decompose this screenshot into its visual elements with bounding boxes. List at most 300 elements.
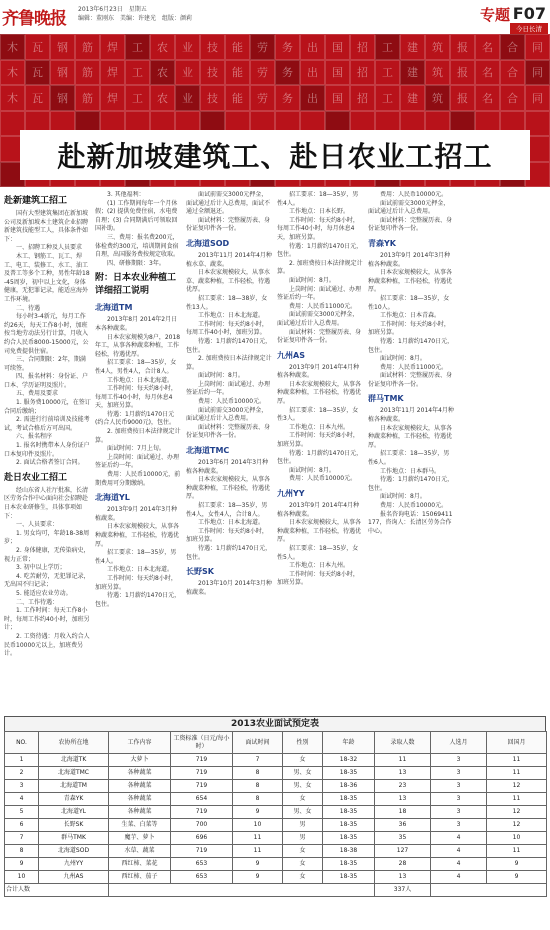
- table-cell: 北海道SOD: [39, 845, 109, 858]
- interview-schedule-table: [4, 716, 546, 926]
- paragraph: 2013年9月 2014年4月种植各种蔬菜。: [277, 502, 360, 518]
- banner-cell-char: 报: [457, 91, 468, 105]
- paragraph: 三、费用：报名费200元，体检费约300元，培训期间食宿自理，出国服务费按规定收取。: [95, 233, 180, 259]
- table-cell: 各种蔬菜: [109, 793, 171, 806]
- banner-cell-char: 名: [482, 91, 493, 105]
- table-cell: 18-32: [323, 754, 375, 767]
- banner-cell: [275, 85, 300, 111]
- table-cell: 18-35: [323, 832, 375, 845]
- table-cell: 719: [171, 845, 233, 858]
- column-header: 性别: [283, 732, 323, 754]
- banner-cell-char: 瓦: [32, 91, 43, 105]
- table-cell: 12: [487, 806, 547, 819]
- farm-heading: 青森YK: [368, 238, 396, 248]
- banner-cell-char: 合: [507, 66, 518, 80]
- section-heading: 赴新建筑工招工: [4, 196, 68, 206]
- paragraph: 面试材料：完整履历表、身份证复印件各一份。: [186, 216, 271, 233]
- paragraph: 费用：人民币10000元，前期费用可分期缴纳。: [95, 471, 181, 487]
- table-cell: 18-35: [323, 793, 375, 806]
- paragraph: 费用：人民币10000元。: [289, 475, 357, 483]
- headline-banner: [0, 34, 550, 187]
- table-cell: 719: [171, 754, 233, 767]
- banner-cell-char: 招: [357, 40, 368, 54]
- banner-cell: [375, 60, 400, 86]
- banner-cell: [425, 60, 450, 86]
- banner-cell: [175, 60, 200, 86]
- farm-heading: 北海道TM: [95, 303, 133, 313]
- paragraph: 上岗时间：面试通过、办理签证后约一年。: [95, 453, 180, 470]
- paragraph: 工作时间：每天约8小时，加班另算。: [186, 527, 268, 544]
- article-columns: [4, 191, 546, 713]
- table-cell: 9: [233, 871, 283, 884]
- banner-cell: [450, 34, 475, 60]
- paragraph: 2. 加班费按日本法律规定计算。: [95, 428, 181, 444]
- banner-cell-char: 木: [7, 40, 18, 54]
- section-subtitle: 今日长清: [510, 23, 548, 34]
- column-header: 工资标准（日元/每小时）: [171, 732, 233, 754]
- table-cell: 4: [431, 858, 487, 871]
- paragraph: 2013年9月 2014年3月种植蔬菜。: [95, 506, 178, 522]
- table-cell: 北海道TMC: [39, 767, 109, 780]
- banner-cell: [200, 85, 225, 111]
- banner-cell: [450, 85, 475, 111]
- paragraph: 招工要求：18—35岁，女性3人。: [277, 406, 359, 423]
- paragraph: 待遇：1月薪约1470日元，包住。: [277, 449, 363, 466]
- table-cell: 3: [431, 767, 487, 780]
- table-cell: 男、女: [283, 767, 323, 780]
- banner-cell-char: 技: [207, 40, 218, 54]
- paragraph: 工作地点：日本青森。: [380, 312, 441, 320]
- paragraph: 日本农家规模较大，从事各种蔬菜种植，工作轻松，待遇优厚。: [95, 523, 180, 548]
- article-column: [459, 191, 546, 713]
- table-cell: 4: [431, 832, 487, 845]
- table-cell: 男: [283, 819, 323, 832]
- paragraph: 日本农家规模较大，从事各种蔬菜种植，工作轻松，待遇优厚。: [186, 476, 271, 501]
- total-label: 合计人数: [5, 884, 109, 897]
- table-row: [5, 780, 547, 793]
- banner-cell: [525, 34, 550, 60]
- paragraph: 待遇：1月薪约1470日元，包住。: [368, 337, 454, 354]
- banner-cell: [500, 85, 525, 111]
- table-cell: 23: [375, 780, 431, 793]
- table-cell: 719: [171, 767, 233, 780]
- banner-cell-char: 钢: [57, 66, 68, 80]
- table-cell: 18-35: [323, 819, 375, 832]
- banner-cell-char: 焊: [107, 66, 118, 80]
- banner-cell: [475, 60, 500, 86]
- banner-cell-char: 农: [157, 40, 168, 54]
- appendix-heading: 附：日本农业种植工详细招工说明: [95, 273, 177, 297]
- paragraph: 待遇：1月薪约1470日元，包住。: [368, 476, 454, 492]
- banner-cell: [125, 60, 150, 86]
- paragraph: 四、研修期限：3年。: [107, 259, 165, 267]
- paragraph: 面试材料：完整履历表、身份证复印件各一份。: [277, 328, 362, 345]
- total-filler: [109, 884, 375, 897]
- table-cell: 各种蔬菜: [109, 806, 171, 819]
- table-cell: 11: [375, 754, 431, 767]
- table-cell: 654: [171, 793, 233, 806]
- page-header: [0, 0, 550, 34]
- paragraph: 待遇：1月薪约1470日元，包住。: [186, 544, 272, 561]
- table-cell: 8: [233, 767, 283, 780]
- paragraph: 待遇：1月薪约1470日元，包住。: [95, 592, 181, 608]
- paragraph: 日本农家规模较大，从事各种蔬菜种植，工作轻松，待遇优厚。: [368, 269, 453, 294]
- banner-cell-char: 筋: [82, 91, 93, 105]
- banner-cell-char: 劳: [257, 66, 268, 80]
- paragraph: 一、人员要求：: [16, 521, 59, 529]
- banner-cell-char: 名: [482, 40, 493, 54]
- paragraph: 2. 工资待遇：月收入约合人民币10000元以上，加班费另计。: [4, 632, 90, 658]
- paragraph: 1. 服务费10000元，在签订合同后缴纳；: [4, 399, 91, 415]
- paragraph: 二、待遇: [16, 304, 41, 312]
- banner-cell: [325, 60, 350, 86]
- paragraph: 待遇：1月薪约1470日元，包住。: [186, 337, 272, 354]
- paragraph: 工作地点：日本长野。: [289, 208, 350, 216]
- paragraph: 面试时间：7月上旬。: [107, 445, 165, 453]
- column-header: 录取人数: [375, 732, 431, 754]
- table-cell: 2: [5, 767, 39, 780]
- article-column: [95, 191, 182, 713]
- table-cell: 18: [375, 806, 431, 819]
- table-cell: 5: [5, 806, 39, 819]
- banner-cell-char: 务: [282, 40, 293, 54]
- banner-cell: [25, 60, 50, 86]
- paragraph: 工作时间：每天约8小时，加班另算。: [95, 574, 177, 591]
- table-cell: 8: [5, 845, 39, 858]
- banner-cell: [100, 34, 125, 60]
- banner-cell-char: 木: [7, 66, 18, 80]
- banner-cell: [525, 85, 550, 111]
- table-row: [5, 806, 547, 819]
- table-cell: 4: [431, 871, 487, 884]
- column-header: 年龄: [323, 732, 375, 754]
- paragraph: 招工要求：18—38岁，女性13人。: [186, 294, 268, 311]
- banner-cell: [75, 85, 100, 111]
- paragraph: 工作时间：每天约8小时，每周工作40小时，每月休息4天，加班另算。: [277, 216, 359, 241]
- paragraph: 2013年11月 2014年4月种植水草、蔬菜。: [186, 251, 272, 268]
- table-cell: 9: [487, 871, 547, 884]
- table-cell: 13: [375, 767, 431, 780]
- paragraph: 上岗时间：面试通过、办理签证后约一年。: [277, 285, 362, 302]
- table-cell: 653: [171, 858, 233, 871]
- paragraph: 招工要求：18—35岁，女性5人。: [277, 544, 359, 561]
- table-cell: 男、女: [283, 780, 323, 793]
- table-cell: 18-38: [323, 845, 375, 858]
- banner-cell-char: 招: [357, 91, 368, 105]
- table-cell: 10: [233, 819, 283, 832]
- banner-cell: [300, 60, 325, 86]
- paragraph: 二、工作待遇：: [16, 598, 59, 606]
- table-cell: 11: [487, 754, 547, 767]
- table-cell: 女: [283, 845, 323, 858]
- paragraph: 面试前需交3000元押金，面试通过后计入总费用。: [368, 199, 450, 216]
- headline: 赴新加坡建筑工、赴日农业工招工: [57, 140, 493, 173]
- table-cell: 各种蔬菜: [109, 767, 171, 780]
- paragraph: 费用：人民币10000元。: [380, 191, 448, 198]
- total-value: 337人: [375, 884, 431, 897]
- table-cell: 700: [171, 819, 233, 832]
- banner-cell: [300, 85, 325, 111]
- table-cell: 11: [487, 793, 547, 806]
- table-row: [5, 858, 547, 871]
- banner-cell: [175, 85, 200, 111]
- paragraph: 工作地点：日本九州。: [289, 423, 350, 431]
- farm-heading: 北海道YL: [95, 493, 130, 503]
- table-cell: 36: [375, 819, 431, 832]
- table-cell: 696: [171, 832, 233, 845]
- table-row: [5, 845, 547, 858]
- banner-cell: [375, 34, 400, 60]
- paragraph: 2. 需进行行前培训及技能考试，考试合格后方可出国。: [4, 416, 90, 432]
- banner-cell-char: 建: [407, 40, 418, 54]
- paragraph: 招工要求：18—35岁，男性6人。: [368, 450, 450, 467]
- date-line: 2013年6月23日 星期五: [78, 6, 147, 13]
- banner-cell: [150, 85, 175, 111]
- banner-cell: [450, 60, 475, 86]
- paragraph: 工作地点：日本北海道。: [198, 312, 265, 320]
- section-title: 专题: [479, 6, 510, 24]
- table-cell: 西红柿、菜花: [109, 858, 171, 871]
- table-cell: 女: [283, 793, 323, 806]
- banner-cell: [475, 34, 500, 60]
- paragraph: 木工、钢筋工、瓦工、焊工、电工、装修工、水工、油工及普工等多个工种，男性年龄18-45周岁，初中以上文化，身体健康，无犯罪记录，能适应海外工作环境。: [4, 252, 90, 303]
- banner-cell: [75, 60, 100, 86]
- table-cell: 6: [5, 819, 39, 832]
- banner-cell: [350, 34, 375, 60]
- banner-cell-char: 出: [307, 91, 318, 105]
- banner-cell-char: 业: [182, 91, 193, 105]
- table-cell: 3: [431, 754, 487, 767]
- paragraph: 面试前需交3000元押金，面试通过后计入总费用。: [277, 311, 359, 327]
- paragraph: 国有大型建筑集团在新加坡公司及新加坡本土建筑企业招聘新建筑技能型工人，具体条件如下：: [4, 210, 89, 243]
- paragraph: 3. 其他福利：: [107, 191, 145, 198]
- table-cell: 女: [283, 858, 323, 871]
- column-header: 人选月: [431, 732, 487, 754]
- table-cell: 3: [431, 793, 487, 806]
- paragraph: 2013年9月 2014年4月种植各种蔬菜。: [277, 363, 360, 380]
- banner-cell-char: 业: [182, 66, 193, 80]
- banner-cell: [475, 85, 500, 111]
- paragraph: 面试时间：8月。: [380, 493, 426, 501]
- table-cell: 9: [5, 858, 39, 871]
- paragraph: 工作地点：日本北海道。: [198, 519, 265, 527]
- banner-cell: [275, 60, 300, 86]
- banner-cell-char: 工: [132, 66, 143, 80]
- paragraph: 面试时间：8月。: [198, 372, 244, 380]
- paragraph: 费用：人民币11000元。: [289, 302, 357, 310]
- banner-cell-char: 工: [132, 91, 143, 105]
- table-cell: 青森YK: [39, 793, 109, 806]
- banner-cell-char: 建: [407, 66, 418, 80]
- paragraph: 1. 工作时间：每天工作8小时，每周工作约40小时，加班另计；: [4, 607, 90, 632]
- paragraph: 一、招聘工种及人员要求: [16, 244, 83, 252]
- table-cell: 11: [487, 845, 547, 858]
- paragraph: 工作时间：每天约8小时，每周工作40小时，每月休息4天，加班另算。: [95, 385, 177, 410]
- paragraph: 待遇：1月薪约1470日元，包住。: [277, 242, 363, 259]
- banner-cell: [125, 34, 150, 60]
- table-cell: 1: [5, 754, 39, 767]
- banner-cell-char: 技: [207, 91, 218, 105]
- farm-heading: 九州YY: [277, 489, 305, 498]
- table-cell: 653: [171, 871, 233, 884]
- column-header: 回国月: [487, 732, 547, 754]
- paragraph: 工作地点：日本北海道。: [107, 376, 174, 384]
- banner-cell-char: 出: [307, 66, 318, 80]
- paragraph: 工作时间：每天约8小时，加班另算。: [368, 320, 450, 337]
- banner-cell: [425, 85, 450, 111]
- table-cell: 35: [375, 832, 431, 845]
- page-number: F07: [512, 4, 546, 23]
- table-row: [5, 871, 547, 884]
- banner-cell-char: 能: [232, 40, 243, 54]
- table-cell: 11: [487, 767, 547, 780]
- paragraph: 招工要求：18—35岁，男性4人。: [277, 191, 359, 207]
- table-cell: 北海道TM: [39, 780, 109, 793]
- schedule-table: [4, 731, 547, 897]
- paragraph: 四、报名材料：身份证、户口本、学历证明及照片。: [4, 373, 89, 389]
- banner-cell-char: 务: [282, 66, 293, 80]
- paragraph: 3. 初中以上学历；: [16, 564, 66, 572]
- table-cell: 8: [233, 780, 283, 793]
- paragraph: 五、费用及要求: [16, 390, 59, 398]
- paragraph: 招工要求：18—35岁，男性4人，女性4人，合计8人。: [186, 502, 268, 518]
- banner-cell: [50, 85, 75, 111]
- banner-cell-char: 务: [282, 91, 293, 105]
- table-cell: 9: [233, 806, 283, 819]
- paragraph: (1) 工作期间每年一个月休假；(2) 提供免费住宿，水电费自理；(3) 合同期满后可领取回国补助。: [95, 199, 178, 233]
- table-cell: 7: [233, 754, 283, 767]
- paragraph: 2. 加班费按日本法律规定计算。: [277, 259, 363, 276]
- banner-cell-char: 筋: [82, 40, 93, 54]
- banner-cell-char: 合: [507, 40, 518, 54]
- table-cell: 魔芋、萝卜: [109, 832, 171, 845]
- banner-cell-char: 业: [182, 40, 193, 54]
- banner-cell-char: 钢: [57, 91, 68, 105]
- column-header: 面试时间: [233, 732, 283, 754]
- column-header: 农协所在地: [39, 732, 109, 754]
- table-header-row: [5, 732, 547, 754]
- banner-cell: [225, 85, 250, 111]
- banner-cell-char: 瓦: [32, 40, 43, 54]
- banner-cell: [200, 60, 225, 86]
- banner-cell: [250, 60, 275, 86]
- table-cell: 18-36: [323, 780, 375, 793]
- banner-cell: [150, 60, 175, 86]
- table-cell: 9: [487, 858, 547, 871]
- banner-cell-char: 国: [332, 91, 343, 105]
- table-cell: 8: [233, 793, 283, 806]
- paragraph: 工作地点：日本九州。: [289, 562, 350, 570]
- article-column: [186, 191, 273, 713]
- banner-cell: [400, 60, 425, 86]
- banner-cell-char: 筑: [432, 40, 443, 54]
- farm-heading: 九州AS: [277, 350, 305, 360]
- banner-cell-char: 工: [132, 40, 143, 54]
- paragraph: 招工要求：18—35岁，女性4人，男性4人，合计8人。: [95, 359, 177, 375]
- paragraph: 面试前需交3000元押金，面试通过后计入总费用，面试不通过全额退还。: [186, 191, 271, 216]
- banner-cell-char: 招: [357, 66, 368, 80]
- banner-cell: [0, 34, 25, 60]
- banner-cell: [125, 85, 150, 111]
- paragraph: 2013年6月 2014年3月种植各种蔬菜。: [186, 459, 269, 475]
- table-cell: 北海道TK: [39, 754, 109, 767]
- table-row: [5, 793, 547, 806]
- table-cell: 11: [233, 832, 283, 845]
- table-cell: 水草、蔬菜: [109, 845, 171, 858]
- table-cell: 4: [431, 845, 487, 858]
- table-cell: 北海道YL: [39, 806, 109, 819]
- banner-cell: [500, 60, 525, 86]
- banner-cell: [350, 60, 375, 86]
- paragraph: 2. 加班费按日本法律规定计算。: [186, 355, 272, 371]
- total-filler: [431, 884, 547, 897]
- banner-cell: [75, 34, 100, 60]
- table-cell: 男、女: [283, 806, 323, 819]
- table-cell: 18-35: [323, 871, 375, 884]
- banner-cell: [50, 60, 75, 86]
- paragraph: 面试材料：完整履历表、身份证复印件各一份。: [368, 372, 453, 388]
- banner-cell: [525, 60, 550, 86]
- table-cell: 3: [431, 780, 487, 793]
- banner-cell-char: 焊: [107, 91, 118, 105]
- banner-cell: [225, 60, 250, 86]
- paragraph: 面试时间：8月。: [380, 355, 426, 363]
- paragraph: 2. 面试合格者签订合同。: [16, 459, 84, 467]
- banner-cell-char: 能: [232, 66, 243, 80]
- table-cell: 18-35: [323, 767, 375, 780]
- banner-cell-char: 劳: [257, 40, 268, 54]
- table-cell: 九州YY: [39, 858, 109, 871]
- farm-heading: 群马TMK: [368, 394, 404, 404]
- banner-cell-char: 筋: [82, 66, 93, 80]
- table-row: [5, 767, 547, 780]
- banner-cell-char: 合: [507, 91, 518, 105]
- banner-cell-char: 同: [532, 91, 543, 105]
- banner-cell: [100, 85, 125, 111]
- table-row: [5, 819, 547, 832]
- paragraph: 招工要求：18—35岁，男性4人。: [95, 549, 177, 565]
- banner-cell-char: 钢: [57, 40, 68, 54]
- banner-cell-char: 出: [307, 40, 318, 54]
- table-cell: 群马TMK: [39, 832, 109, 845]
- paragraph: 日本农家规模较大，从事各种蔬菜种植，工作轻松，待遇优厚。: [277, 519, 362, 544]
- table-cell: 127: [375, 845, 431, 858]
- banner-cell-char: 建: [407, 91, 418, 105]
- paragraph: 日本农家规模较大，从事各种蔬菜种植，工作轻松，待遇优厚。: [368, 424, 453, 449]
- paragraph: 费用：人民币10000元。: [380, 502, 448, 509]
- banner-cell: [300, 34, 325, 60]
- table-cell: 大萝卜: [109, 754, 171, 767]
- farm-heading: 北海道TMC: [186, 446, 230, 456]
- paragraph: 费用：人民币10000元。: [198, 398, 266, 406]
- paragraph: 工作时间：每天约8小时，加班另算。: [277, 432, 359, 449]
- paragraph: 三、合同期限：2年，期满可续签。: [4, 356, 86, 372]
- table-cell: 九州AS: [39, 871, 109, 884]
- table-cell: 4: [5, 793, 39, 806]
- banner-cell: [325, 34, 350, 60]
- table-cell: 长野SK: [39, 819, 109, 832]
- table-cell: 13: [375, 793, 431, 806]
- paragraph: 日本农家规模较大，从事水草、蔬菜种植，工作轻松，待遇优厚。: [186, 269, 271, 294]
- banner-cell: [325, 85, 350, 111]
- banner-cell: [25, 34, 50, 60]
- paragraph: 日本农家规模较大，从事各种蔬菜种植，工作轻松，待遇优厚。: [277, 380, 362, 406]
- table-cell: 28: [375, 858, 431, 871]
- banner-cell-char: 报: [457, 40, 468, 54]
- paragraph: 2013年9月 2014年3月种植各种蔬菜。: [368, 251, 451, 268]
- section-heading: 赴日农业工招工: [4, 472, 68, 483]
- article-column: [4, 191, 91, 713]
